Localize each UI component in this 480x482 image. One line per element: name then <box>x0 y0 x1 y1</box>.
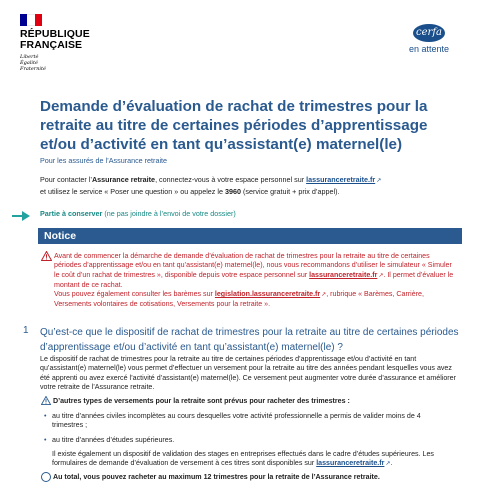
section-question: Qu’est-ce que le dispositif de rachat de trimestres pour la retraite au titre de certaines périodes d’apprentissage et/ou d’activité en tant qu’assistant(e) maternel(le) ? <box>40 327 459 353</box>
keep-note: (ne pas joindre à l’envoi de votre dossier) <box>102 209 236 218</box>
external-link-icon: ↗ <box>321 292 327 299</box>
more-text: Il existe également un dispositif de validation des stages en entreprises effectués dans le cadre d’études supérieures. Les formulaires de demande d’évaluation de versement à ces titres sont disponibles sur <box>52 450 434 468</box>
notice-heading: Notice <box>44 230 77 242</box>
more-end: . <box>390 459 393 468</box>
section-paragraph: Le dispositif de rachat de trimestres pour la retraite au titre de certaines périodes d’apprentissage et/ou d’activité en tant qu’assistant(e) maternel(le) vous permet d’effectuer un versement pour la retraite au titre des années pendant lesquelles vous avez été apprenti ou avez exercé l’activité d’assistant(e) maternel(le). Ce versement peut augmenter votre durée d’assurance et améliorer votre retraite de l’Assurance retraite. <box>40 355 456 391</box>
max-quarters-note: Au total, vous pouvez racheter au maximum 12 trimestres pour la retraite de l’Assurance retraite. <box>53 473 380 481</box>
logo-line-1: RÉPUBLIQUE <box>20 28 90 40</box>
notice-link-2[interactable]: legislation.lassuranceretraite.fr <box>214 290 321 299</box>
more-link[interactable]: lassuranceretraite.fr <box>316 459 385 468</box>
notice-p2-end: , rubrique « Barèmes, Carrière, Versements volontaires de cotisations, Versements pour la retraite ». <box>54 290 424 309</box>
cerfa-status: en attente <box>408 44 450 54</box>
contact-text-1: Pour contacter l’ <box>40 175 92 184</box>
motto-fraternite: Fraternité <box>20 66 46 72</box>
more-info <box>52 450 462 470</box>
motto-egalite: Égalité <box>20 60 38 66</box>
section-number: 1 <box>23 325 29 336</box>
logo-line-2: FRANÇAISE <box>20 39 83 51</box>
cerfa-oval: cerfa <box>413 24 445 42</box>
contact-phone: 3960 <box>225 186 241 196</box>
form-subtitle: Pour les assurés de l’Assurance retraite <box>40 156 168 165</box>
contact-text-2: , connectez-vous à votre espace personnel sur <box>155 175 307 184</box>
external-link-icon: ↗ <box>378 272 384 279</box>
contact-org: Assurance retraite <box>91 175 156 184</box>
list-item: • au titre d’années d’études supérieures. <box>52 436 452 445</box>
motto-liberte: Liberté <box>20 54 39 60</box>
warning-icon <box>41 396 51 405</box>
contact-text-4: (service gratuit + prix d’appel). <box>241 186 340 196</box>
form-title: Demande d’évaluation de rachat de trimestres pour la retraite au titre de certaines périodes d’apprentissage et/ou d’activité en tant qu’assistant(e) maternel(le) <box>40 98 428 153</box>
keep-arrow-icon <box>22 211 30 221</box>
notice-p1-end: . Il permet d’évaluer le montant de ce rachat. <box>54 270 454 289</box>
republique-francaise-logo <box>20 8 110 72</box>
keep-part-label <box>40 209 236 218</box>
notice-p1: Avant de commencer la démarche de demande d’évaluation de rachat de trimestres pour la retraite au titre de certaines périodes d’apprentissage et/ou en tant qu’assistant(e) maternel(le), nous vous recommandons d’utiliser le simulateur « Simuler le coût d’un rachat de trimestres », disponible depuis votre espace personnel sur <box>54 252 452 279</box>
notice-body <box>54 252 458 310</box>
cerfa-logo <box>394 24 464 54</box>
warning-icon <box>41 251 52 261</box>
keep-label: Partie à conserver <box>40 209 103 218</box>
external-link-icon: ↗ <box>376 178 382 184</box>
external-link-icon: ↗ <box>385 461 391 468</box>
notice-p2: Vous pouvez également consulter les barèmes sur <box>54 290 215 299</box>
info-icon <box>41 472 51 482</box>
contact-link[interactable]: lassuranceretraite.fr <box>306 175 376 184</box>
notice-header-bar <box>38 228 462 244</box>
marianne-flag-icon <box>20 14 42 26</box>
notice-link-1[interactable]: lassuranceretraite.fr <box>309 270 378 279</box>
contact-info <box>40 175 460 196</box>
other-types-title: D’autres types de versements pour la retraite sont prévus pour racheter des trimestres : <box>53 397 350 405</box>
list-item: • au titre d’années civiles incomplètes au cours desquelles votre activité professionnelle a permis de valider moins de 4 trimestres ; <box>52 412 452 431</box>
contact-text-3: et utilisez le service « Poser une question » ou appelez le <box>40 186 225 196</box>
